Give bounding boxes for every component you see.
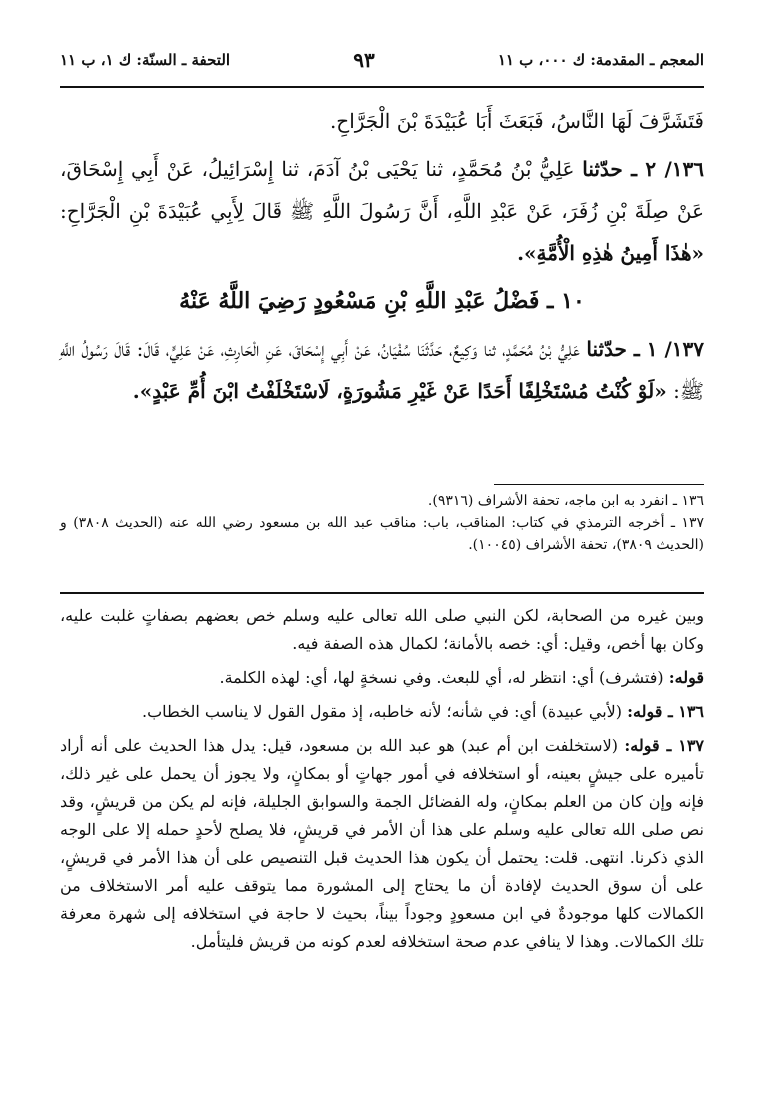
commentary-p2-label: قوله:: [668, 668, 704, 687]
header-left: التحفة ـ السنّة: ك ١، ب ١١: [60, 51, 231, 69]
commentary-p3-text: (لأبي عبيدة) أي: في شأنه؛ لأنه خاطبه، إذ مقول القول لا يناسب الخطاب.: [142, 702, 623, 721]
footnote-136: ١٣٦ ـ انفرد به ابن ماجه، تحفة الأشراف (٩٣١٦).: [427, 493, 704, 509]
commentary-p1: وبين غيره من الصحابة، لكن النبي صلى الله تعالى عليه وسلم خص بعضهم بصفاتٍ غلبت عليه، وكان بها أخص، وقيل: أي: خصه بالأمانة؛ لكمال هذه الصفة فيه.: [60, 606, 705, 653]
hadith-136-number: ١٣٦/ ٢ ـ حدّثنا: [582, 157, 705, 181]
hadith-137-number: ١٣٧/ ١ ـ حدّثنا: [586, 337, 705, 361]
hadith-137-quote: «لَوْ كُنْتُ مُسْتَخْلِفًا أَحَدًا عَنْ غَيْرِ مَشُورَةٍ، لَاسْتَخْلَفْتُ ابْنَ أُمِّ عَبْدٍ».: [132, 379, 667, 403]
commentary: [60, 602, 704, 962]
hadith-136-quote: «هٰذَا أَمِينُ هٰذِهِ الْأُمَّةِ».: [517, 241, 704, 265]
commentary-p2-text: (فتشرف) أي: انتظر له، أي للبعث. وفي نسخةٍ لها، أي: لهذه الكلمة.: [219, 668, 664, 687]
hadith-137-text: عَلِيُّ بْنُ مُحَمَّدٍ، ثنا وَكِيعٌ، حَدَّثَنَا سُفْيَانُ، عَنْ أَبِي إِسْحَاقَ، عَنِ الْحَارِثِ، عَنْ عَلِيٍّ، قَالَ: قَالَ رَسُولُ اللَّهِ ﷺ:: [60, 337, 704, 403]
commentary-p4: [60, 732, 704, 956]
hadith-136-text: عَلِيُّ بْنُ مُحَمَّدٍ، ثنا يَحْيَى بْنُ آدَمَ، ثنا إِسْرَائِيلُ، عَنْ أَبِي إِسْحَاقَ، عَنْ صِلَةَ بْنِ زُفَرَ، عَنْ عَبْدِ اللَّهِ، أَنَّ رَسُولَ اللَّهِ ﷺ قَالَ لِأَبِي عُبَيْدَةَ بْنِ الْجَرَّاحِ:: [60, 157, 704, 223]
footnote-137: ١٣٧ ـ أخرجه الترمذي في كتاب: المناقب، باب: مناقب عبد الله بن مسعود رضي الله عنه (الحديث ٣٨٠٨) و (الحديث ٣٨٠٩)، تحفة الأشراف (١٠٠٤٥).: [60, 515, 704, 553]
hadith-137: [60, 328, 704, 412]
header-right: المعجم ـ المقدمة: ك ٠٠٠، ب ١١: [497, 51, 704, 69]
page-number: ٩٣: [353, 48, 375, 72]
section-title: ١٠ ـ فَضْلُ عَبْدِ اللَّهِ بْنِ مَسْعُودٍ رَضِيَ اللَّهُ عَنْهُ: [179, 288, 585, 314]
commentary-p4-text: (لاستخلفت ابن أم عبد) هو عبد الله بن مسعود، قيل: يدل هذا الحديث على أنه أراد تأميره على جيشٍ بعينه، أو استخلافه في أمور جهاتٍ أو بمكانٍ، ولا يجوز أن يحمل على غير ذلك، فإنه وإن كان من العلم بمكانٍ، وله الفضائل الجمة والسوابق الجليلة، فإنه لم يكن من قريشٍ، وقد نص صلى الله تعالى عليه وسلم على هذا أن الأمر في قريشٍ، فلا يصلح لأحدٍ حمله إلا على الوجه الذي ذكرنا. انتهى. قلت: يحتمل أن يكون هذا الحديث قبل التنصيص على أن هذا الأمر في قريشٍ، على أن سوق الحديث لإفادة أن ما يحتاج إلى المشورة مما يتوقف عليه أمر الاستخلاف من الكمالات كلها موجودةٌ في ابن مسعودٍ وجوداً بيناً، بحيث لا حاجة في استخلافه إلى شهرة معرفة تلك الكمالات. وهذا لا ينافي عدم صحة استخلافه لعدم كونه من قريش فليتأمل.: [60, 736, 704, 951]
commentary-rule: [60, 592, 704, 594]
header-rule: [60, 86, 704, 88]
commentary-p2: [60, 664, 704, 692]
commentary-p3: [60, 698, 704, 726]
main-line-1: فَتَشَرَّفَ لَهَا النَّاسُ، فَبَعَثَ أَبَا عُبَيْدَةَ بْنَ الْجَرَّاحِ.: [329, 109, 704, 133]
running-header: [60, 40, 704, 80]
commentary-p3-label: ١٣٦ ـ قوله:: [627, 702, 704, 721]
footnotes: [60, 490, 704, 556]
footnote-rule: [494, 484, 704, 485]
commentary-p4-label: ١٣٧ ـ قوله:: [624, 736, 704, 755]
hadith-136: [60, 148, 704, 274]
main-text: [60, 100, 704, 418]
